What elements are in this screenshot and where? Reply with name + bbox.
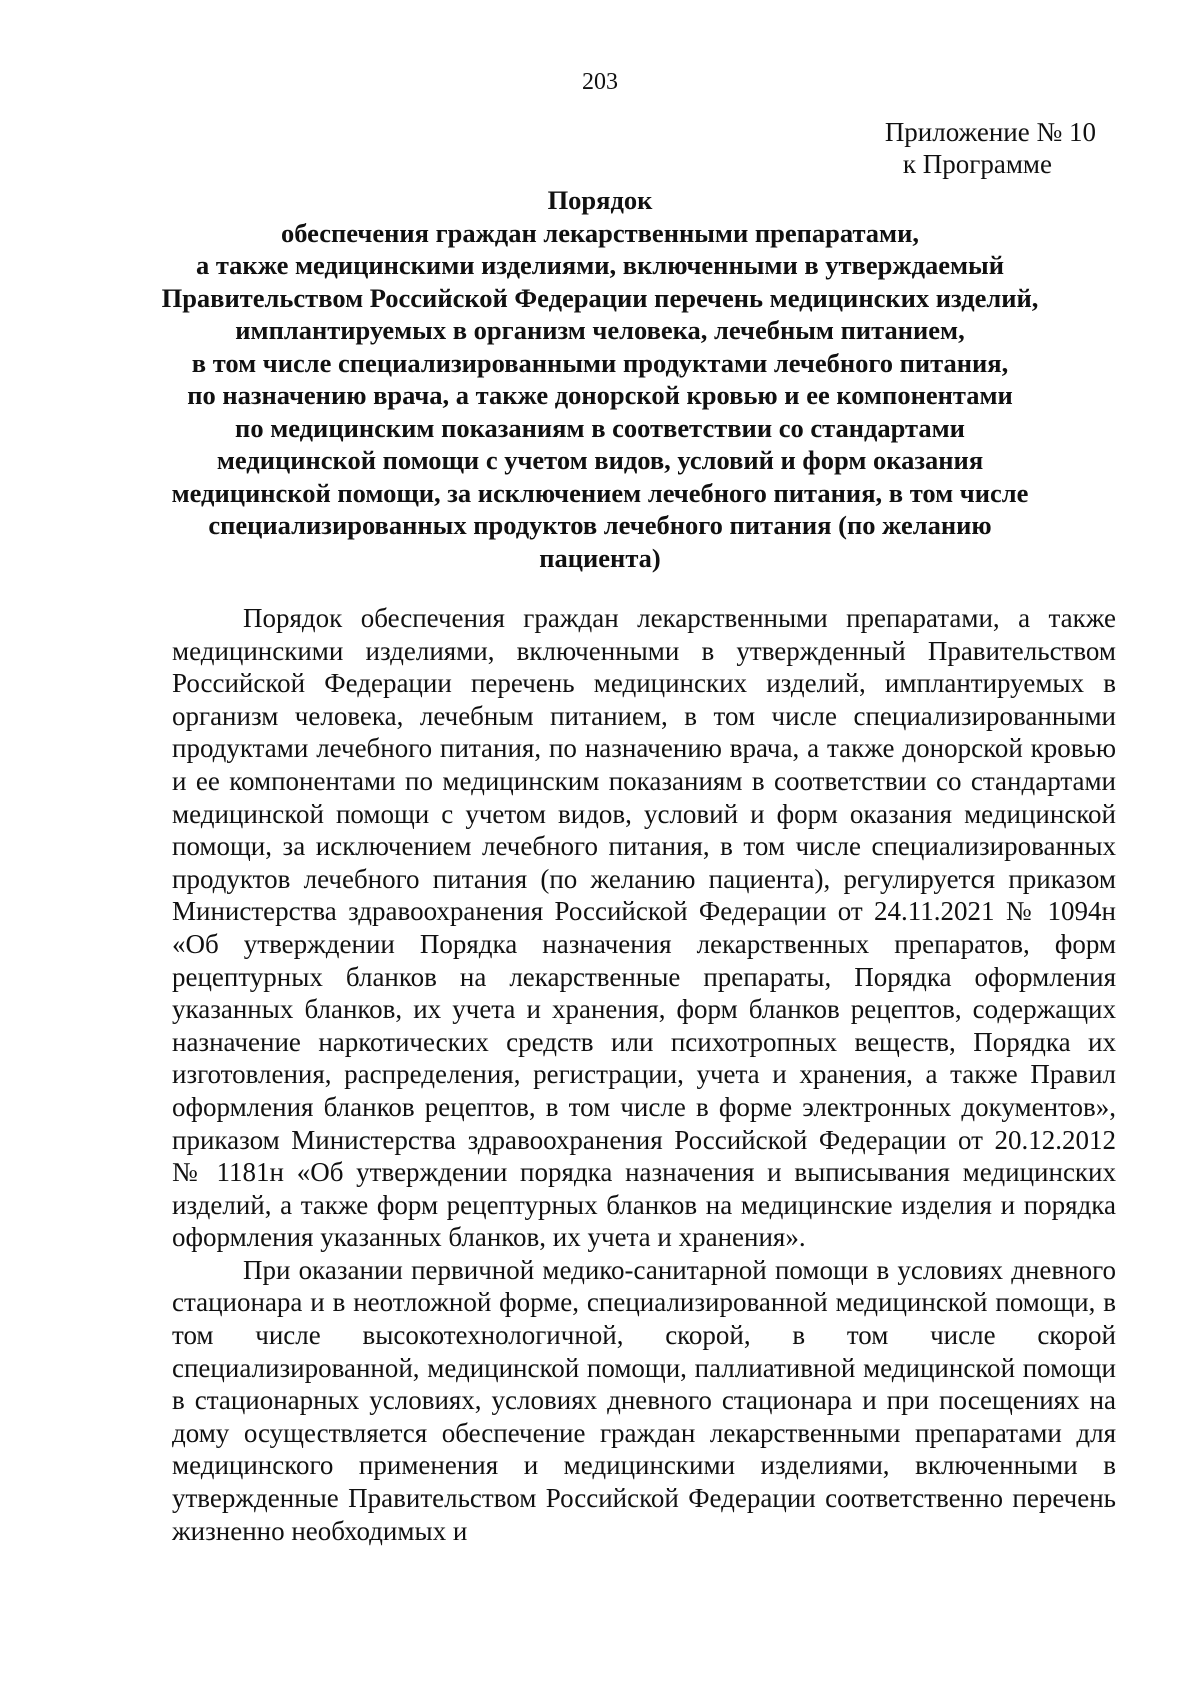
- title-line: в том числе специализированными продуктами лечебного питания,: [191, 347, 1009, 378]
- body-paragraph: Порядок обеспечения граждан лекарственными препаратами, а также медицинскими изделиями, включенными в утвержденный Правительством Российской Федерации перечень медицинских изделий, имплантируемых в организм человека, лечебным питанием, в том числе специализированными продуктами лечебного питания, по назначению врача, а также донорской кровью и ее компонентами по медицинским показаниям в соответствии со стандартами медицинской помощи с учетом видов, условий и форм оказания медицинской помощи, за исключением лечебного питания, в том числе специализированных продуктов лечебного питания (по желанию пациента), регулируется приказом Министерства здравоохранения Российской Федерации от 24.11.2021 № 1094н «Об утверждении Порядка назначения лекарственных препаратов, форм рецептурных бланков на лекарственные препараты, Порядка оформления указанных бланков, их учета и хранения, форм бланков рецептов, содержащих назначение наркотических средств или психотропных веществ, Порядка их изготовления, распределения, регистрации, учета и хранения, а также Правил оформления бланков рецептов, в том числе в форме электронных документов», приказом Министерства здравоохранения Российской Федерации от 20.12.2012 № 1181н «Об утверждении порядка назначения и выписывания медицинских изделий, а также форм рецептурных бланков на медицинские изделия и порядка оформления указанных бланков, их учета и хранения».: [172, 603, 1116, 1253]
- title-line: медицинской помощи, за исключением лечебного питания, в том числе: [171, 477, 1029, 508]
- title-line: по медицинским показаниям в соответствии со стандартами: [235, 412, 965, 443]
- title-line: Правительством Российской Федерации перечень медицинских изделий,: [161, 282, 1039, 313]
- page-number: 203: [582, 69, 618, 95]
- title-line: Порядок: [547, 185, 653, 215]
- title-line: а также медицинскими изделиями, включенными в утверждаемый: [195, 250, 1005, 280]
- body-paragraph: При оказании первичной медико-санитарной помощи в условиях дневного стационара и в неотложной форме, специализированной медицинской помощи, в том числе высокотехнологичной, скорой, в том числе скорой специализированной, медицинской помощи, паллиативной медицинской помощи в стационарных условиях, условиях дневного стационара и при посещениях на дому осуществляется обеспечение граждан лекарственными препаратами для медицинского применения и медицинскими изделиями, включенными в утвержденные Правительством Российской Федерации соответственно перечень жизненно необходимых и: [172, 1254, 1116, 1546]
- document-body: [172, 602, 1116, 1547]
- title-line: имплантируемых в организм человека, лечебным питанием,: [235, 315, 965, 345]
- document-title: [140, 184, 1060, 574]
- annex-number: Приложение № 10: [884, 117, 1096, 147]
- title-line: пациента): [539, 542, 661, 573]
- title-line: специализированных продуктов лечебного питания (по желанию: [208, 510, 992, 540]
- title-line: медицинской помощи с учетом видов, условий и форм оказания: [216, 445, 984, 475]
- annex-reference: [885, 116, 1096, 180]
- title-line: по назначению врача, а также донорской кровью и ее компонентами: [187, 380, 1013, 410]
- title-line: обеспечения граждан лекарственными препаратами,: [281, 217, 919, 248]
- annex-program: к Программе: [902, 149, 1052, 179]
